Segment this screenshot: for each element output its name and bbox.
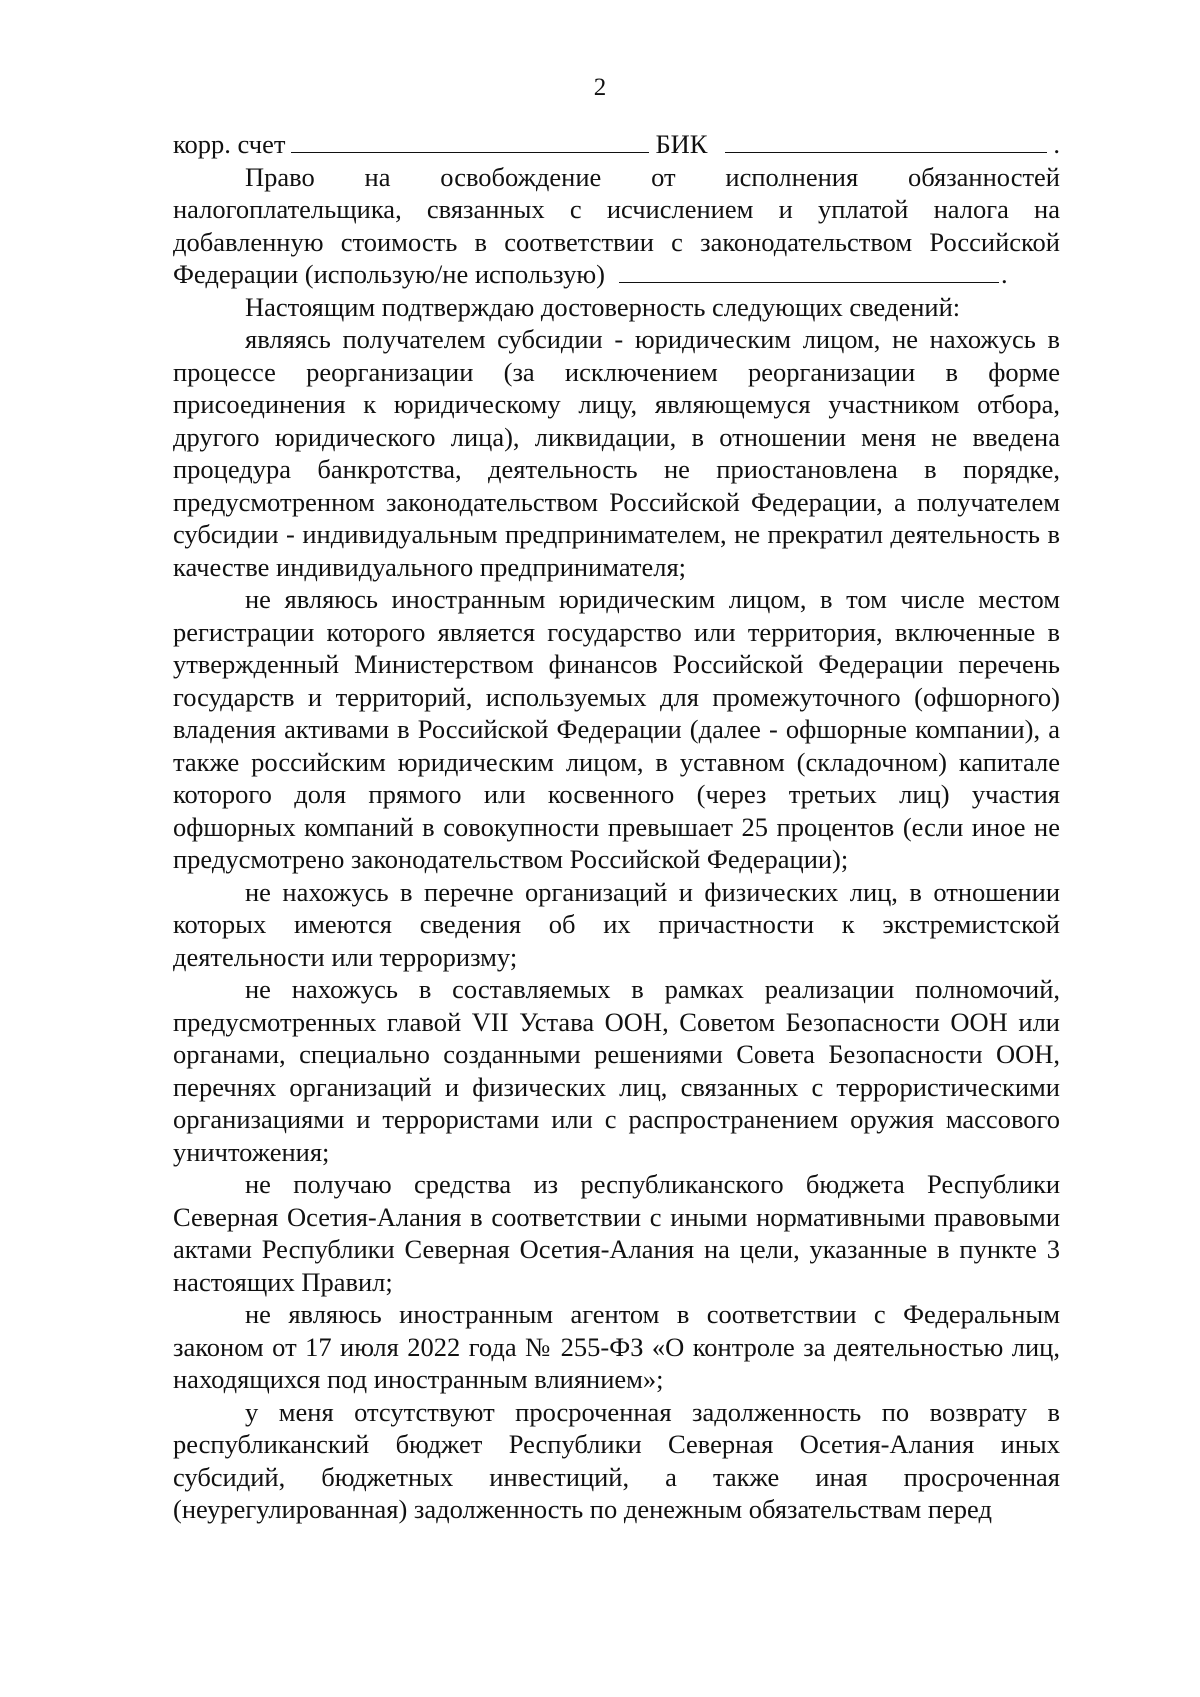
document-body [173, 128, 1060, 1526]
statement-un-lists: не нахожусь в составляемых в рамках реализации полномочий, предусмотренных главой VII Устава ООН, Советом Безопасности ООН или органами, специально созданными решениями Совета Безопасности ООН, перечнях организаций и физических лиц, связанных с террористическими организациями и террористами или с распространением оружия массового уничтожения; [173, 974, 1060, 1167]
vat-end-mark: . [1000, 259, 1008, 289]
page-number: 2 [593, 74, 607, 101]
corr-account-field[interactable] [291, 128, 649, 153]
vat-exemption-paragraph [173, 161, 1060, 291]
bik-field[interactable] [725, 128, 1047, 153]
statement-foreign-agent: не являюсь иностранным агентом в соответствии с Федеральным законом от 17 июля 2022 года № 255-ФЗ «О контроле за деятельностью лиц, находящихся под иностранным влиянием»; [173, 1299, 1060, 1394]
bik-label: БИК [655, 129, 708, 159]
statement-extremism: не нахожусь в перечне организаций и физических лиц, в отношении которых имеются сведения об их причастности к экстремистской деятельности или терроризму; [173, 876, 1060, 972]
statement-budget-funds: не получаю средства из республиканского бюджета Республики Северная Осетия-Алания в соответствии с иными нормативными правовыми актами Республики Северная Осетия-Алания на цели, указанные в пункте 3 настоящих Правил; [173, 1169, 1060, 1297]
bank-line-end-mark: . [1053, 129, 1060, 159]
corr-account-label: корр. счет [173, 129, 286, 159]
statement-offshore: не являюсь иностранным юридическим лицом, в том числе местом регистрации которого является государство или территория, включенные в утвержденный Министерством финансов Российской Федерации перечень государств и территорий, используемых для промежуточного (офшорного) владения активами в Российской Федерации (далее - офшорные компании), а также российским юридическим лицом, в уставном (складочном) капитале которого доля прямого или косвенного (через третьих лиц) участия офшорных компаний в совокупности превышает 25 процентов (если иное не предусмотрено законодательством Российской Федерации); [173, 584, 1060, 874]
statement-debt: у меня отсутствуют просроченная задолженность по возврату в республиканский бюджет Республики Северная Осетия-Алания иных субсидий, бюджетных инвестиций, а также иная просроченная (неурегулированная) задолженность по денежным обязательствам перед [173, 1396, 1060, 1524]
statement-reorganization: являясь получателем субсидии - юридическим лицом, не нахожусь в процессе реорганизации (за исключением реорганизации в форме присоединения к юридическому лицу, являющемуся участником отбора, другого юридического лица), ликвидации, в отношении меня не введена процедура банкротства, деятельность не приостановлена в порядке, предусмотренном законодательством Российской Федерации, а получателем субсидии - индивидуальным предпринимателем, не прекратил деятельность в качестве индивидуального предпринимателя; [173, 324, 1060, 582]
bank-details-line [173, 128, 1060, 161]
confirmation-intro: Настоящим подтверждаю достоверность следующих сведений: [245, 291, 961, 322]
vat-exemption-field[interactable] [619, 258, 999, 283]
vat-exemption-text: Право на освобождение от исполнения обязанностей налогоплательщика, связанных с исчислением и уплатой налога на добавленную стоимость в соответствии с законодательством Российской Федерации (использую/не использую) [173, 161, 1060, 289]
